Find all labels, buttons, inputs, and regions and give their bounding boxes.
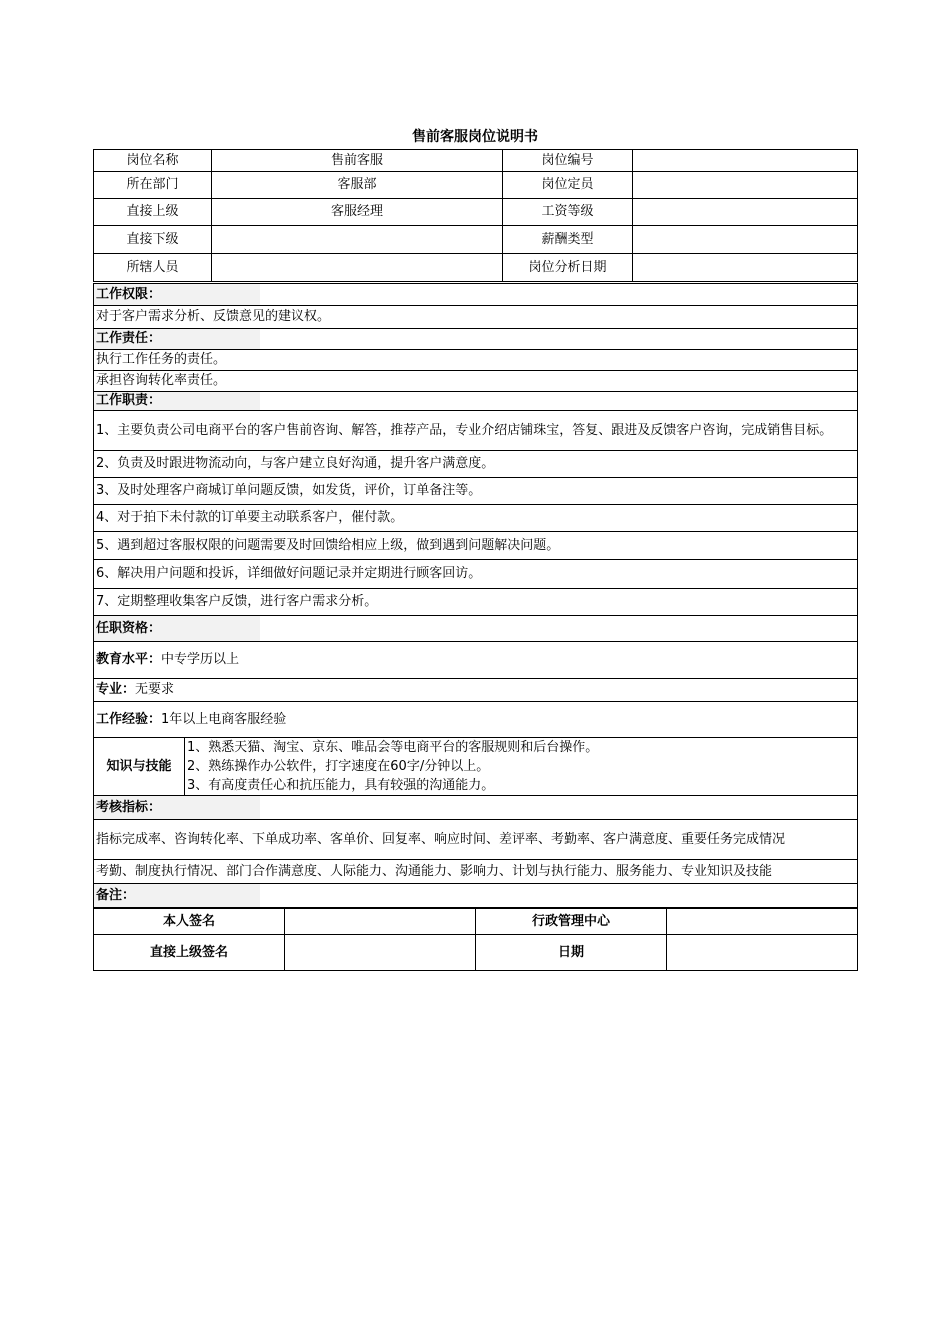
document-title: 售前客服岗位说明书 — [412, 129, 538, 145]
list-item: 2、熟练操作办公软件，打字速度在60字/分钟以上。 — [187, 759, 490, 774]
education-label: 教育水平： — [96, 652, 162, 667]
list-item — [94, 478, 858, 505]
date-label: 日期 — [476, 935, 667, 971]
date-field[interactable] — [667, 935, 858, 971]
table-row — [94, 329, 858, 350]
list-item — [94, 505, 858, 532]
list-item — [94, 532, 858, 560]
duty-item: 6、解决用户问题和投诉，详细做好问题记录并定期进行顾客回访。 — [94, 560, 858, 589]
supervisor-signature-label: 直接上级签名 — [94, 935, 285, 971]
authority-heading: 工作权限： — [94, 284, 260, 306]
experience-label: 工作经验： — [96, 711, 162, 727]
analysis-date-label: 岗位分析日期 — [503, 254, 633, 282]
table-row — [94, 679, 858, 702]
responsibility-item: 承担咨询转化率责任。 — [94, 371, 858, 392]
duty-item: 2、负责及时跟进物流动向，与客户建立良好沟通，提升客户满意度。 — [94, 451, 858, 478]
experience-row — [94, 702, 858, 738]
list-item — [94, 820, 858, 860]
list-item: 3、有高度责任心和抗压能力，具有较强的沟通能力。 — [187, 778, 495, 793]
kpi-item: 考勤、制度执行情况、部门合作满意度、人际能力、沟通能力、影响力、计划与执行能力、服务能力、专业知识及技能 — [94, 860, 858, 884]
list-item — [94, 306, 858, 329]
kpi-item: 指标完成率、咨询转化率、下单成功率、客单价、回复率、响应时间、差评率、考勤率、客户满意度、重要任务完成情况 — [94, 820, 858, 860]
list-item — [94, 589, 858, 616]
headcount-value — [633, 172, 858, 199]
duty-item: 7、定期整理收集客户反馈，进行客户需求分析。 — [94, 589, 858, 616]
education-value: 中专学历以上 — [161, 652, 240, 667]
self-signature-field[interactable] — [285, 909, 476, 935]
position-code-value — [633, 150, 858, 172]
salary-grade-label: 工资等级 — [503, 199, 633, 226]
headcount-label: 岗位定员 — [503, 172, 633, 199]
skills-label: 知识与技能 — [94, 738, 185, 796]
experience-value: 1年以上电商客服经验 — [161, 711, 287, 727]
table-row — [94, 796, 858, 820]
authority-item: 对于客户需求分析、反馈意见的建议权。 — [94, 306, 858, 329]
responsibility-item: 执行工作任务的责任。 — [94, 350, 858, 371]
list-item — [94, 451, 858, 478]
list-item — [94, 411, 858, 451]
table-row — [94, 254, 858, 282]
salary-grade-value — [633, 199, 858, 226]
table-row — [94, 616, 858, 642]
list-item — [94, 350, 858, 371]
department-label: 所在部门 — [94, 172, 212, 199]
job-detail-table — [93, 283, 858, 908]
table-row — [94, 150, 858, 172]
direct-subordinate-value — [212, 226, 503, 254]
table-row — [94, 199, 858, 226]
pay-type-value — [633, 226, 858, 254]
remarks-heading: 备注： — [94, 884, 260, 908]
signature-table — [93, 908, 858, 971]
staff-value — [212, 254, 503, 282]
major-value: 无要求 — [135, 682, 175, 697]
position-code-label: 岗位编号 — [503, 150, 633, 172]
duties-heading: 工作职责： — [94, 392, 260, 411]
list-item — [94, 860, 858, 884]
position-name-value: 售前客服 — [212, 150, 503, 172]
responsibility-heading: 工作责任： — [94, 329, 260, 350]
position-name-label: 岗位名称 — [94, 150, 212, 172]
table-row — [94, 909, 858, 935]
direct-superior-label: 直接上级 — [94, 199, 212, 226]
duty-item: 3、及时处理客户商城订单问题反馈，如发货，评价，订单备注等。 — [94, 478, 858, 505]
list-item — [94, 560, 858, 589]
basic-info-table — [93, 149, 858, 282]
table-row — [94, 702, 858, 738]
list-item: 1、熟悉天猫、淘宝、京东、唯品会等电商平台的客服规则和后台操作。 — [187, 740, 599, 755]
table-row — [94, 392, 858, 411]
direct-superior-value: 客服经理 — [212, 199, 503, 226]
table-row — [94, 284, 858, 306]
supervisor-signature-field[interactable] — [285, 935, 476, 971]
major-label: 专业： — [96, 682, 136, 697]
major-row — [94, 679, 858, 702]
staff-label: 所辖人员 — [94, 254, 212, 282]
education-row — [94, 642, 858, 679]
kpi-heading: 考核指标： — [94, 796, 260, 820]
admin-center-field[interactable] — [667, 909, 858, 935]
department-value: 客服部 — [212, 172, 503, 199]
table-row — [94, 738, 858, 796]
self-signature-label: 本人签名 — [94, 909, 285, 935]
skills-list — [185, 738, 858, 796]
qualification-heading: 任职资格： — [94, 616, 260, 642]
duty-item: 4、对于拍下未付款的订单要主动联系客户，催付款。 — [94, 505, 858, 532]
table-row — [94, 226, 858, 254]
duty-item: 1、主要负责公司电商平台的客户售前咨询、解答，推荐产品，专业介绍店铺珠宝，答复、跟进及反馈客户咨询，完成销售目标。 — [94, 411, 858, 451]
table-row — [94, 642, 858, 679]
admin-center-label: 行政管理中心 — [476, 909, 667, 935]
table-row — [94, 884, 858, 908]
direct-subordinate-label: 直接下级 — [94, 226, 212, 254]
duty-item: 5、遇到超过客服权限的问题需要及时回馈给相应上级，做到遇到问题解决问题。 — [94, 532, 858, 560]
table-row — [94, 172, 858, 199]
list-item — [94, 371, 858, 392]
table-row — [94, 935, 858, 971]
pay-type-label: 薪酬类型 — [503, 226, 633, 254]
analysis-date-value — [633, 254, 858, 282]
